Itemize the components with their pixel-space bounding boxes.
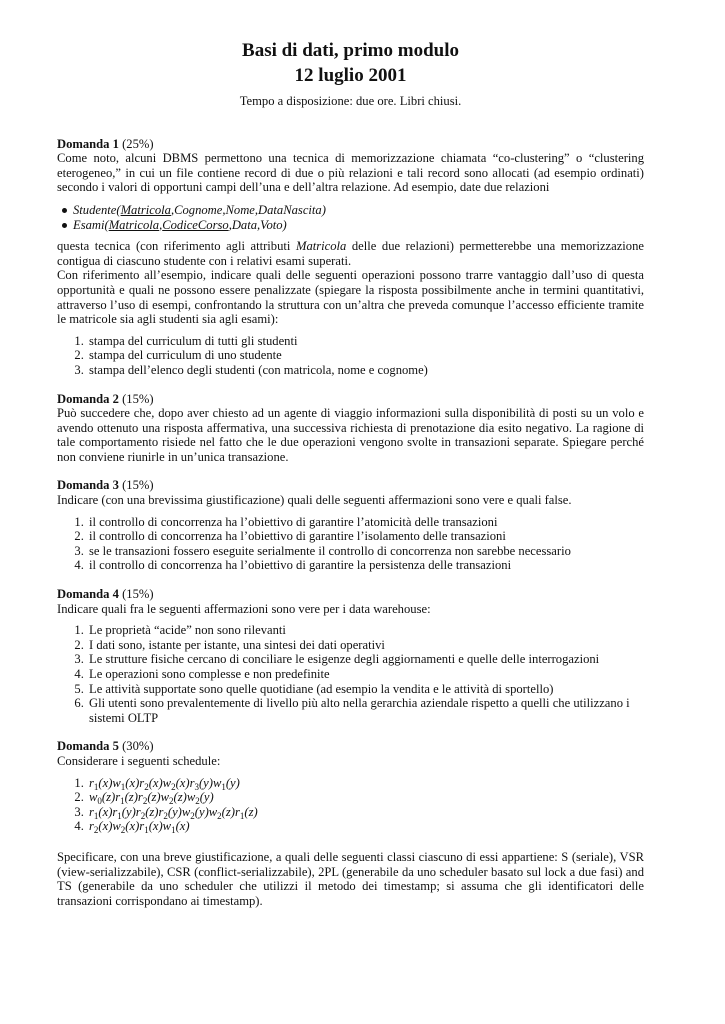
question-3-heading [57, 478, 644, 493]
question-3-item: 2. il controllo di concorrenza ha l’obiettivo di garantire l’isolamento delle transazioni [87, 529, 644, 544]
question-1-body-1 [57, 239, 644, 268]
relation-esami-name: Esami( [73, 217, 109, 232]
schedule-item [87, 805, 644, 820]
title-line-1: Basi di dati, primo modulo [242, 40, 459, 61]
question-2-label: Domanda 2 [57, 391, 119, 406]
question-4-label: Domanda 4 [57, 587, 119, 602]
question-4-item: 2. I dati sono, istante per istante, una sintesi dei dati operativi [87, 638, 644, 653]
relation-studente-name: Studente( [73, 202, 121, 217]
schedule-expression: $r_2(x)w_2(x)r_1(x)w_1(x)$ [89, 819, 190, 836]
question-1 [57, 137, 644, 378]
question-1-heading [57, 137, 644, 152]
relation-esami-attrs: ,Data,Voto) [228, 217, 287, 232]
question-5-weight: (30%) [122, 739, 154, 754]
schedule-list [57, 776, 644, 834]
question-5-label: Domanda 5 [57, 739, 119, 754]
exam-page [57, 38, 644, 908]
question-2-text: Può succedere che, dopo aver chiesto ad un agente di viaggio informazioni sulla disponibilità di posti su un volo e avendo ottenuto una risposta affermativa, una successiva richiesta di prenotazione dia esito negativo. La ragione di tale comportamento risiede nel fatto che le due operazioni vengono svolte in transazioni separate. Spiegare perché non conviene riunirle in un’unica transazione. [57, 406, 644, 464]
relation-studente-attrs: ,Cognome,Nome,DataNascita) [170, 202, 326, 217]
question-4-item: 3. Le strutture fisiche cercano di conciliare le esigenze degli aggiornamenti e quelle delle interrogazioni [87, 652, 644, 667]
schedule-item [87, 776, 644, 791]
question-3-label: Domanda 3 [57, 478, 119, 493]
question-3-weight: (15%) [122, 478, 154, 493]
question-4-item: 1. Le proprietà “acide” non sono rilevanti [87, 623, 644, 638]
question-1-item: 1. stampa del curriculum di tutti gli studenti [87, 334, 644, 349]
question-1-weight: (25%) [122, 136, 154, 151]
question-1-item: 2. stampa del curriculum di uno studente [87, 348, 644, 363]
relation-studente-key: Matricola [120, 202, 171, 217]
question-2-heading [57, 392, 644, 407]
question-5-heading [57, 739, 644, 754]
relation-studente [73, 203, 644, 218]
question-3-intro: Indicare (con una brevissima giustificazione) quali delle seguenti affermazioni sono vere e quali false. [57, 493, 572, 508]
question-1-body-1a: questa tecnica (con riferimento agli attributi [57, 239, 296, 254]
question-3-item: 3. se le transazioni fossero eseguite serialmente il controllo di concorrenza non sarebbe necessario [87, 544, 644, 559]
schedule-expression: $r_1(x)r_1(y)r_2(z)r_2(y)w_2(y)w_2(z)r_1(z)$ [89, 804, 258, 821]
question-4 [57, 587, 644, 725]
question-1-item: 3. stampa dell’elenco degli studenti (con matricola, nome e cognome) [87, 363, 644, 378]
relation-esami-key-1: Matricola [108, 217, 160, 232]
question-1-attr: Matricola [295, 239, 347, 254]
question-3 [57, 478, 644, 573]
question-1-intro: Come noto, alcuni DBMS permettono una tecnica di memorizzazione chiamata “co-clustering” o “clustering eterogeneo,” in cui un file contiene record di due o più relazioni e tali record sono allocati (ad esempio ordinati) secondo i valori di opportuni campi dell’una e dell’altra relazione. Ad esempio, date due relazioni [57, 151, 644, 195]
schedule-item [87, 790, 644, 805]
question-4-item: 5. Le attività supportate sono quelle quotidiane (ad esempio la vendita e le attività di sportello) [87, 682, 644, 697]
question-3-item: 4. il controllo di concorrenza ha l’obiettivo di garantire la persistenza delle transazioni [87, 558, 644, 573]
question-2-weight: (15%) [122, 391, 154, 406]
question-1-body-1b: delle due relazioni) permetterebbe una memorizzazione contigua di ciascuno studente con i relativi esami superati. [57, 239, 644, 268]
schedule-expression: $w_0(z)r_1(z)r_2(z)w_2(z)w_2(y)$ [89, 790, 214, 807]
question-4-item: 6. Gli utenti sono prevalentemente di livello più alto nella gerarchia aziendale rispetto a quelli che utilizzano i sistemi OLTP [87, 696, 644, 725]
question-5 [57, 739, 644, 908]
question-1-items [57, 334, 644, 378]
schedule-expression: $r_1(x)w_1(x)r_2(x)w_2(x)r_3(y)w_1(y)$ [89, 775, 240, 792]
question-3-items [57, 515, 644, 573]
relation-esami-key-2: CodiceCorso [162, 217, 229, 232]
question-4-items [57, 623, 644, 725]
relation-esami-sep: , [159, 217, 163, 232]
schedule-item [87, 819, 644, 834]
question-1-label: Domanda 1 [57, 136, 119, 151]
question-4-heading [57, 587, 644, 602]
question-4-intro: Indicare quali fra le seguenti affermazioni sono vere per i data warehouse: [57, 601, 431, 616]
relation-esami [73, 218, 644, 233]
question-4-weight: (15%) [122, 587, 154, 602]
question-5-intro: Considerare i seguenti schedule: [57, 753, 221, 768]
relations-list [57, 203, 644, 232]
question-4-item: 4. Le operazioni sono complesse e non predefinite [87, 667, 644, 682]
exam-title [57, 38, 644, 88]
title-line-2: 12 luglio 2001 [294, 65, 407, 86]
question-1-body-2: Con riferimento all’esempio, indicare quali delle seguenti operazioni possono trarre vantaggio dall’uso di questa opportunità e quali ne possono essere penalizzate (spiegare la risposta possibilmente anche in termini quantitativi, attraverso l’uso di esempi, confrontando la struttura con un’altra che preveda comunque l’accesso efficiente tramite le matricole sia agli studenti sia agli esami): [57, 268, 644, 327]
question-3-item: 1. il controllo di concorrenza ha l’obiettivo di garantire l’atomicità delle transazioni [87, 515, 644, 530]
question-5-outro: Specificare, con una breve giustificazione, a quali delle seguenti classi ciascuno di essi appartiene: S (seriale), VSR (view-serializzabile), CSR (conflict-serializzabile), 2PL (generabile da uno scheduler basato sul lock a due fasi) and TS (generabile da uno scheduler che utilizzi il metodo dei timestamp; si assuma che gli identificatori delle transazioni corrispondano ai timestamp). [57, 849, 644, 908]
exam-subtitle: Tempo a disposizione: due ore. Libri chiusi. [239, 94, 462, 108]
question-2 [57, 392, 644, 465]
